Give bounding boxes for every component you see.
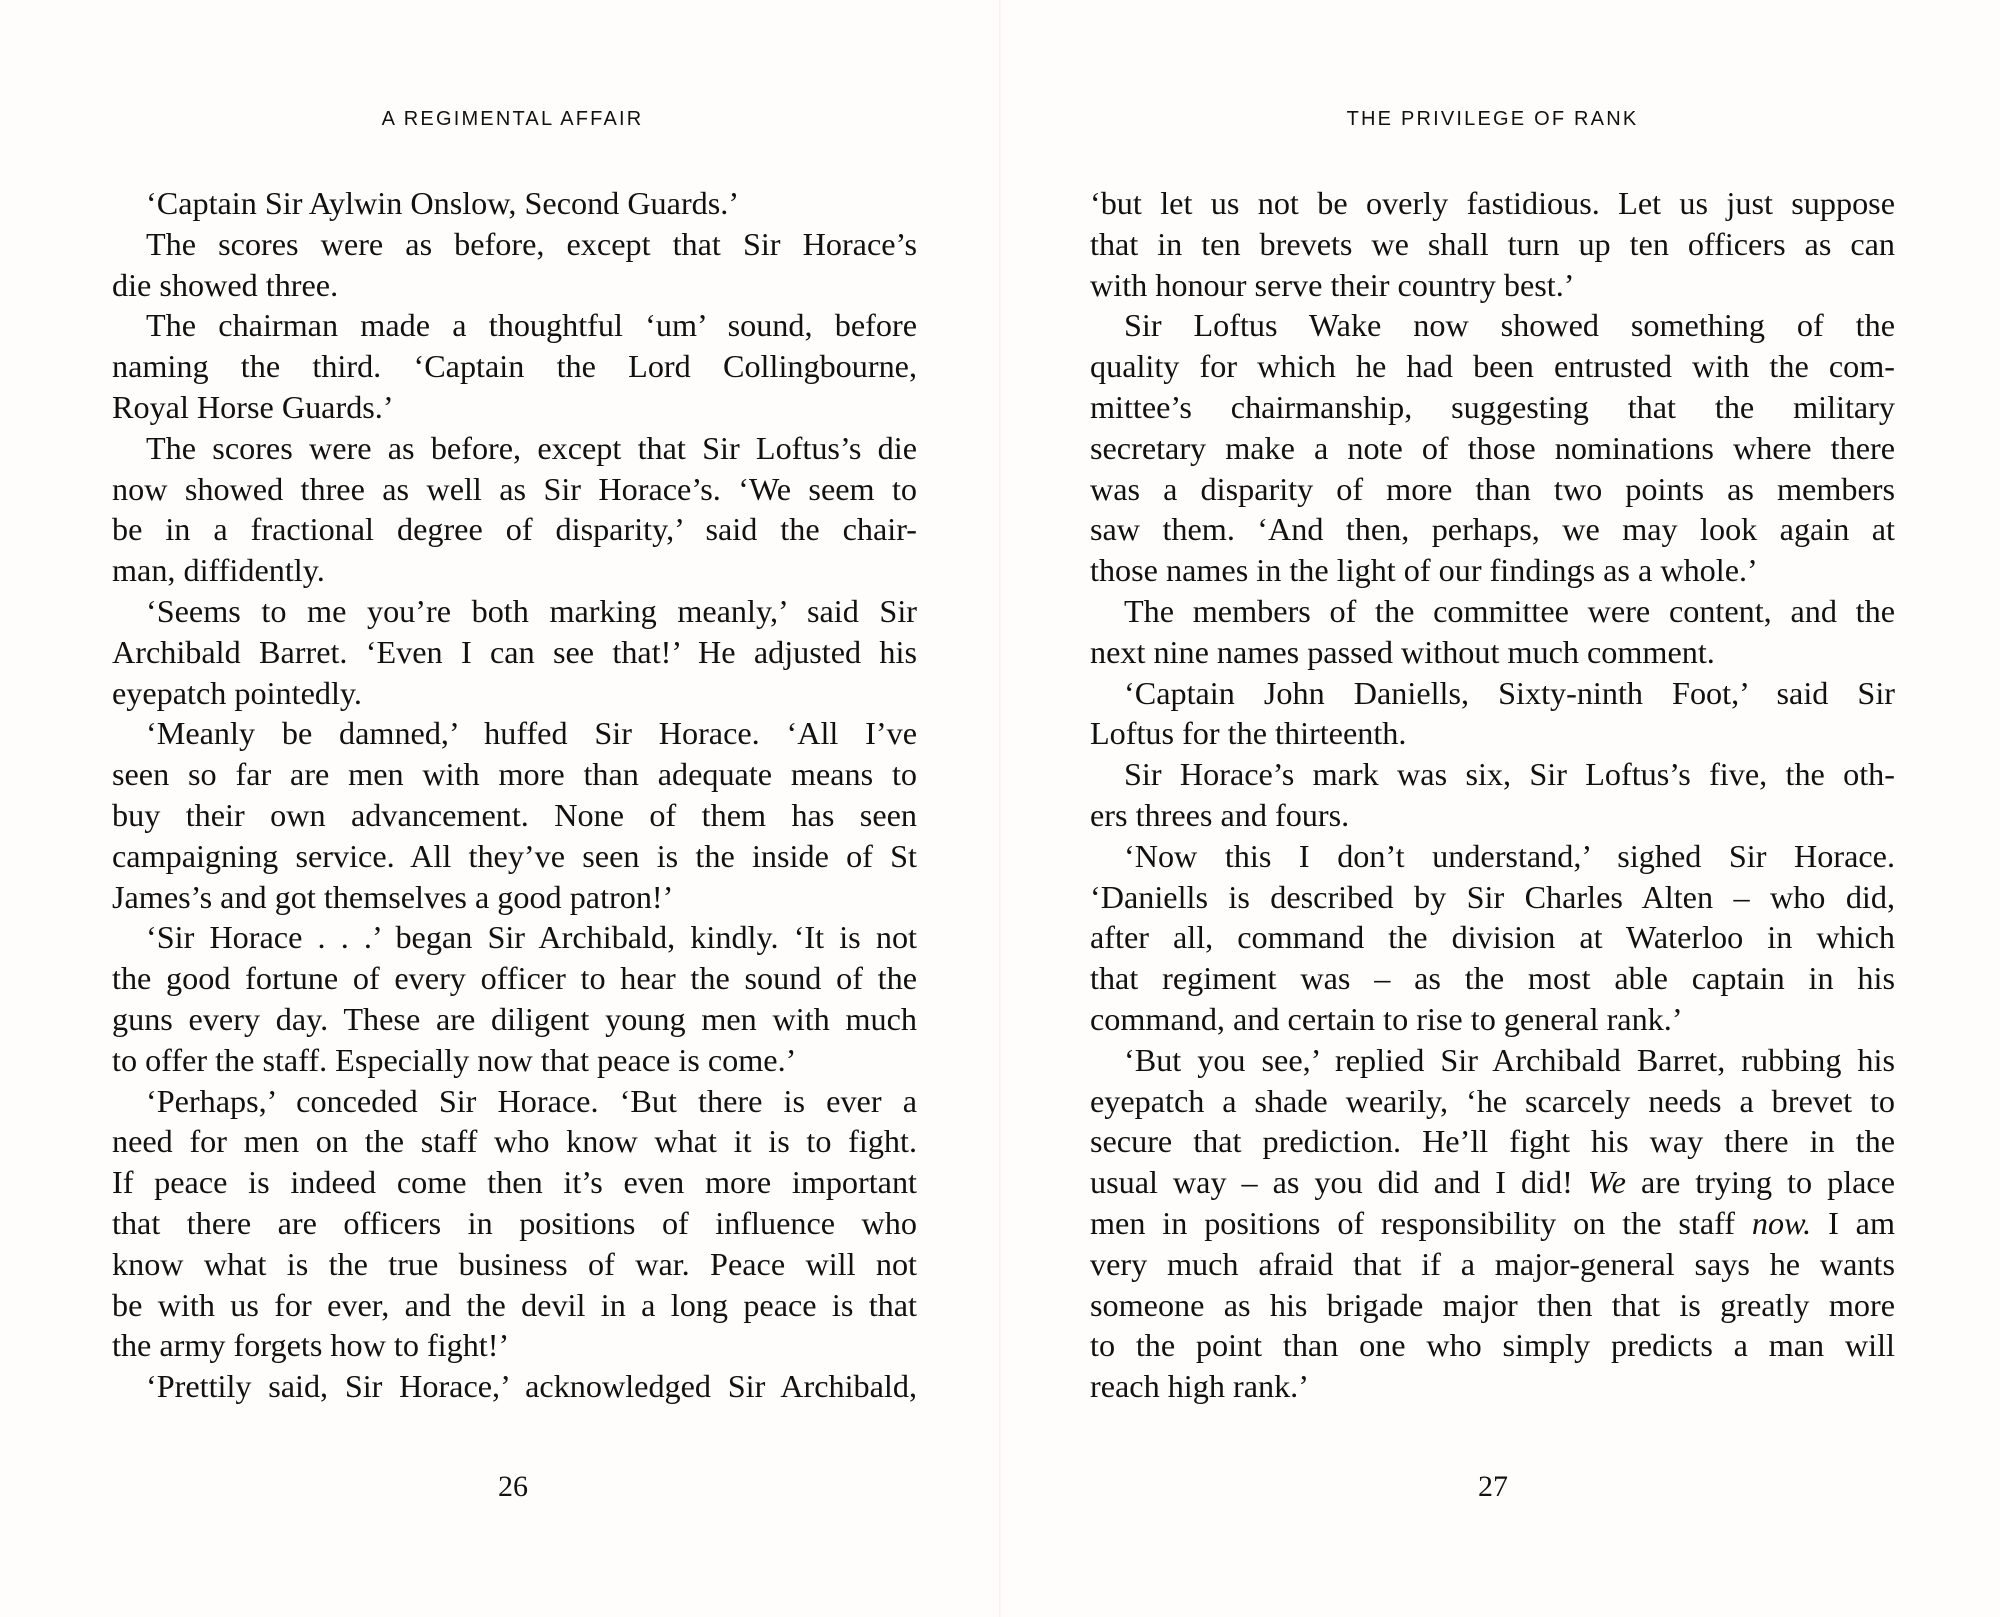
text-line: James’s and got themselves a good patron!’ [112,878,674,915]
running-head: A REGIMENTAL AFFAIR [381,108,644,130]
body-text [112,183,917,1407]
running-head: THE PRIVILEGE OF RANK [1346,108,1639,130]
text-line: very much afraid that if a major-general says he wants [1090,1245,1895,1282]
text-line: ‘But you see,’ replied Sir Archibald Barret, rubbing his [1124,1041,1895,1078]
text-line: Royal Horse Guards.’ [112,388,394,425]
text-line: guns every day. These are diligent young men with much [112,1000,917,1037]
text-line: ers threes and fours. [1090,796,1350,833]
text-line: ‘Seems to me you’re both marking meanly,’ said Sir [146,592,917,629]
text-line: know what is the true business of war. Peace will not [112,1245,917,1282]
text-line: If peace is indeed come then it’s even more important [112,1164,917,1201]
text-line: those names in the light of our findings as a whole.’ [1090,552,1758,589]
page-number: 27 [1478,1470,1508,1503]
text-line: buy their own advancement. None of them has seen [112,796,917,833]
text-line: next nine names passed without much comment. [1090,633,1715,670]
text-line: saw them. ‘And then, perhaps, we may look again at [1090,511,1895,548]
text-line: mittee’s chairmanship, suggesting that the military [1090,388,1895,425]
text-line: ‘Sir Horace . . .’ began Sir Archibald, kindly. ‘It is not [146,919,917,956]
text-line: Loftus for the thirteenth. [1090,715,1407,752]
text-line: that there are officers in positions of influence who [112,1204,917,1241]
text-line: usual way – as you did and I did! We are trying to place [1090,1164,1895,1201]
text-line: quality for which he had been entrusted with the com- [1090,348,1895,385]
text-line: command, and certain to rise to general rank.’ [1090,1000,1683,1037]
text-line: to the point than one who simply predicts a man will [1090,1327,1895,1364]
text-line: the good fortune of every officer to hear the sound of the [112,960,917,997]
text-line: need for men on the staff who know what it is to fight. [112,1123,917,1160]
body-text [1090,183,1895,1407]
text-line: the army forgets how to fight!’ [112,1327,510,1364]
text-line: Archibald Barret. ‘Even I can see that!’ He adjusted his [112,633,917,670]
text-line: campaigning service. All they’ve seen is the inside of St [112,837,917,874]
text-line: to offer the staff. Especially now that peace is come.’ [112,1041,797,1078]
text-line: ‘Meanly be damned,’ huffed Sir Horace. ‘All I’ve [146,715,917,752]
text-line: The scores were as before, except that Sir Horace’s [146,225,917,262]
text-line: now showed three as well as Sir Horace’s. ‘We seem to [112,470,917,507]
text-line: The chairman made a thoughtful ‘um’ sound, before [146,307,917,344]
text-line: ‘Daniells is described by Sir Charles Alten – who did, [1090,878,1895,915]
text-line: The scores were as before, except that Sir Loftus’s die [146,429,917,466]
text-line: ‘Now this I don’t understand,’ sighed Sir Horace. [1124,837,1895,874]
text-line: eyepatch pointedly. [112,674,362,711]
text-line: eyepatch a shade wearily, ‘he scarcely needs a brevet to [1090,1082,1895,1119]
text-line: ‘but let us not be overly fastidious. Let us just suppose [1090,185,1895,221]
text-line: secure that prediction. He’ll fight his way there in the [1090,1123,1895,1160]
text-line: with honour serve their country best.’ [1090,266,1575,303]
text-line: that in ten brevets we shall turn up ten officers as can [1090,225,1895,262]
text-line: that regiment was – as the most able captain in his [1090,960,1895,997]
text-line: was a disparity of more than two points as members [1090,470,1895,507]
text-line: ‘Captain John Daniells, Sixty-ninth Foot,’ said Sir [1124,674,1895,711]
text-line: men in positions of responsibility on the staff now. I am [1090,1204,1895,1241]
text-line: be with us for ever, and the devil in a long peace is that [112,1286,917,1323]
text-line: The members of the committee were content, and the [1124,592,1895,629]
text-line: ‘Perhaps,’ conceded Sir Horace. ‘But there is ever a [146,1082,917,1119]
text-line: man, diffidently. [112,552,325,589]
text-line: naming the third. ‘Captain the Lord Collingbourne, [112,348,917,385]
right-page [1000,0,2000,1617]
text-line: someone as his brigade major then that is greatly more [1090,1286,1895,1323]
text-line: be in a fractional degree of disparity,’ said the chair- [112,511,917,548]
text-line: die showed three. [112,266,339,303]
text-line: after all, command the division at Waterloo in which [1090,919,1895,956]
text-line: secretary make a note of those nominations where there [1090,429,1895,466]
text-line: Sir Loftus Wake now showed something of the [1124,307,1895,344]
text-line: ‘Prettily said, Sir Horace,’ acknowledged Sir Archibald, [146,1368,917,1405]
text-line: seen so far are men with more than adequate means to [112,756,917,793]
text-line: reach high rank.’ [1090,1368,1309,1405]
page-number: 26 [498,1470,528,1503]
text-line: ‘Captain Sir Aylwin Onslow, Second Guards.’ [146,185,740,221]
text-line: Sir Horace’s mark was six, Sir Loftus’s five, the oth- [1124,756,1895,793]
